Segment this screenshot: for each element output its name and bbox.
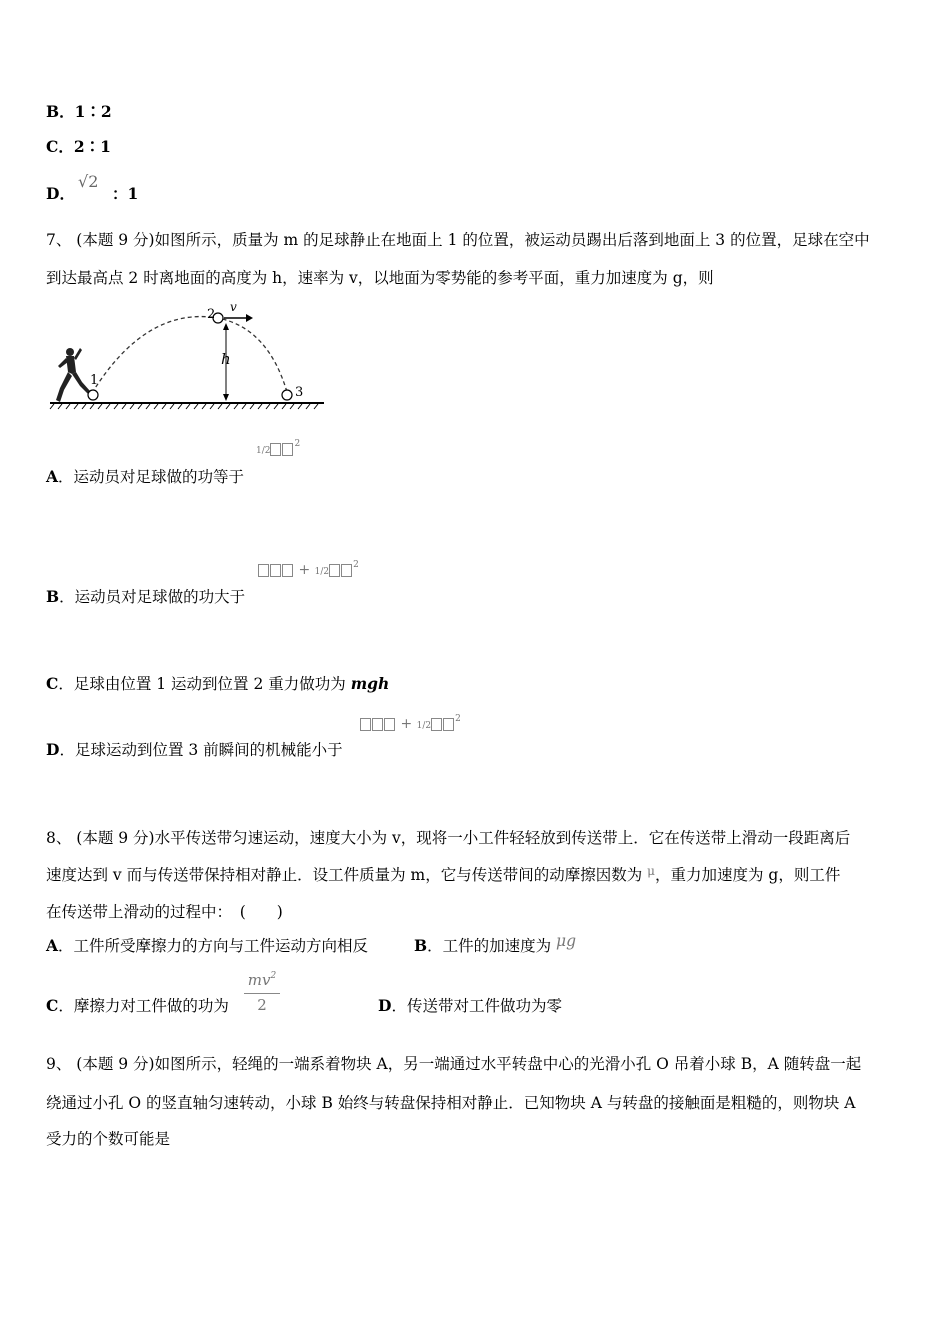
label-position-1: 1 <box>90 373 99 388</box>
q7-stem-line1: 7、 (本题 9 分)如图所示，质量为 m 的足球静止在地面上 1 的位置，被运动员踢出后落到地面上 3 的位置，足球在空中 <box>46 231 870 249</box>
q7-option-a[interactable]: A．运动员对足球做的功等于 <box>46 467 245 486</box>
label-position-3: 3 <box>295 385 304 400</box>
mu-symbol: μ <box>647 864 655 878</box>
q8-option-b[interactable]: B．工件的加速度为 μg <box>414 932 577 955</box>
q7-option-d[interactable]: D．足球运动到位置 3 前瞬间的机械能小于 <box>46 740 343 759</box>
q7-option-d-formula <box>360 716 461 732</box>
option-d-prev-rest: ：1 <box>112 184 139 203</box>
q9-stem-line3: 受力的个数可能是 <box>46 1130 171 1148</box>
option-d-prev-label: D． <box>46 184 75 203</box>
q7-option-b[interactable]: B．运动员对足球做的功大于 <box>46 587 246 606</box>
half-fraction: 1/2 <box>256 446 271 456</box>
q8-stem-line1: 8、 (本题 9 分)水平传送带匀速运动，速度大小为 v，现将一小工件轻轻放到传送带上．它在传送带上滑动一段距离后 <box>46 829 851 847</box>
label-position-2: 2 <box>207 307 216 322</box>
q7-option-b-formula <box>258 562 359 578</box>
q8-option-a[interactable]: A．工件所受摩擦力的方向与工件运动方向相反 <box>46 936 369 955</box>
q7-option-c[interactable]: C．足球由位置 1 运动到位置 2 重力做功为 mgh <box>46 674 390 693</box>
exponent: 2 <box>455 714 461 724</box>
plus-sign: + <box>298 562 311 578</box>
q8-stem-line2: 速度达到 v 而与传送带保持相对静止．设工件质量为 m，它与传送带间的动摩擦因数为 $^\mu$，重力加速度为 g，则工件 <box>46 864 841 884</box>
q9-stem-line1: 9、 (本题 9 分)如图所示，轻绳的一端系着物块 A，另一端通过水平转盘中心的光滑小孔 O 吊着小球 B，A 随转盘一起 <box>46 1055 862 1073</box>
half-fraction: 1/2 <box>416 721 432 731</box>
label-height: h <box>221 350 231 368</box>
label-velocity: v <box>230 300 237 314</box>
q9-stem-line2: 绕通过小孔 O 的竖直轴匀速转动，小球 B 始终与转盘保持相对静止．已知物块 A 与转盘的接触面是粗糙的，则物块 A <box>46 1094 856 1112</box>
sqrt2-formula: √2 <box>78 172 99 191</box>
q8-stem-line3: 在传送带上滑动的过程中： ( ) <box>46 903 283 921</box>
mu-g-formula: μg <box>556 932 577 950</box>
option-b-prev: B．1∶2 <box>46 102 112 121</box>
option-c-prev: C．2∶1 <box>46 137 111 156</box>
q7-option-a-formula <box>256 441 300 457</box>
q7-stem-line2: 到达最高点 2 时离地面的高度为 h，速率为 v，以地面为零势能的参考平面，重力加速度为 g，则 <box>46 269 714 287</box>
ball-position-3 <box>282 390 292 400</box>
q8-option-c-fraction: $mv^2$ 2 <box>244 970 280 1016</box>
exponent: 2 <box>353 560 359 570</box>
half-fraction: 1/2 <box>314 567 330 577</box>
ball-position-1 <box>88 390 98 400</box>
q8-option-d[interactable]: D．传送带对工件做功为零 <box>378 996 562 1015</box>
exponent: 2 <box>294 439 301 449</box>
plus-sign: + <box>400 716 413 732</box>
mgh-variable: mgh <box>350 674 390 693</box>
q7-football-trajectory-figure <box>46 296 328 412</box>
q8-option-c[interactable]: C．摩擦力对工件做的功为 <box>46 996 229 1015</box>
